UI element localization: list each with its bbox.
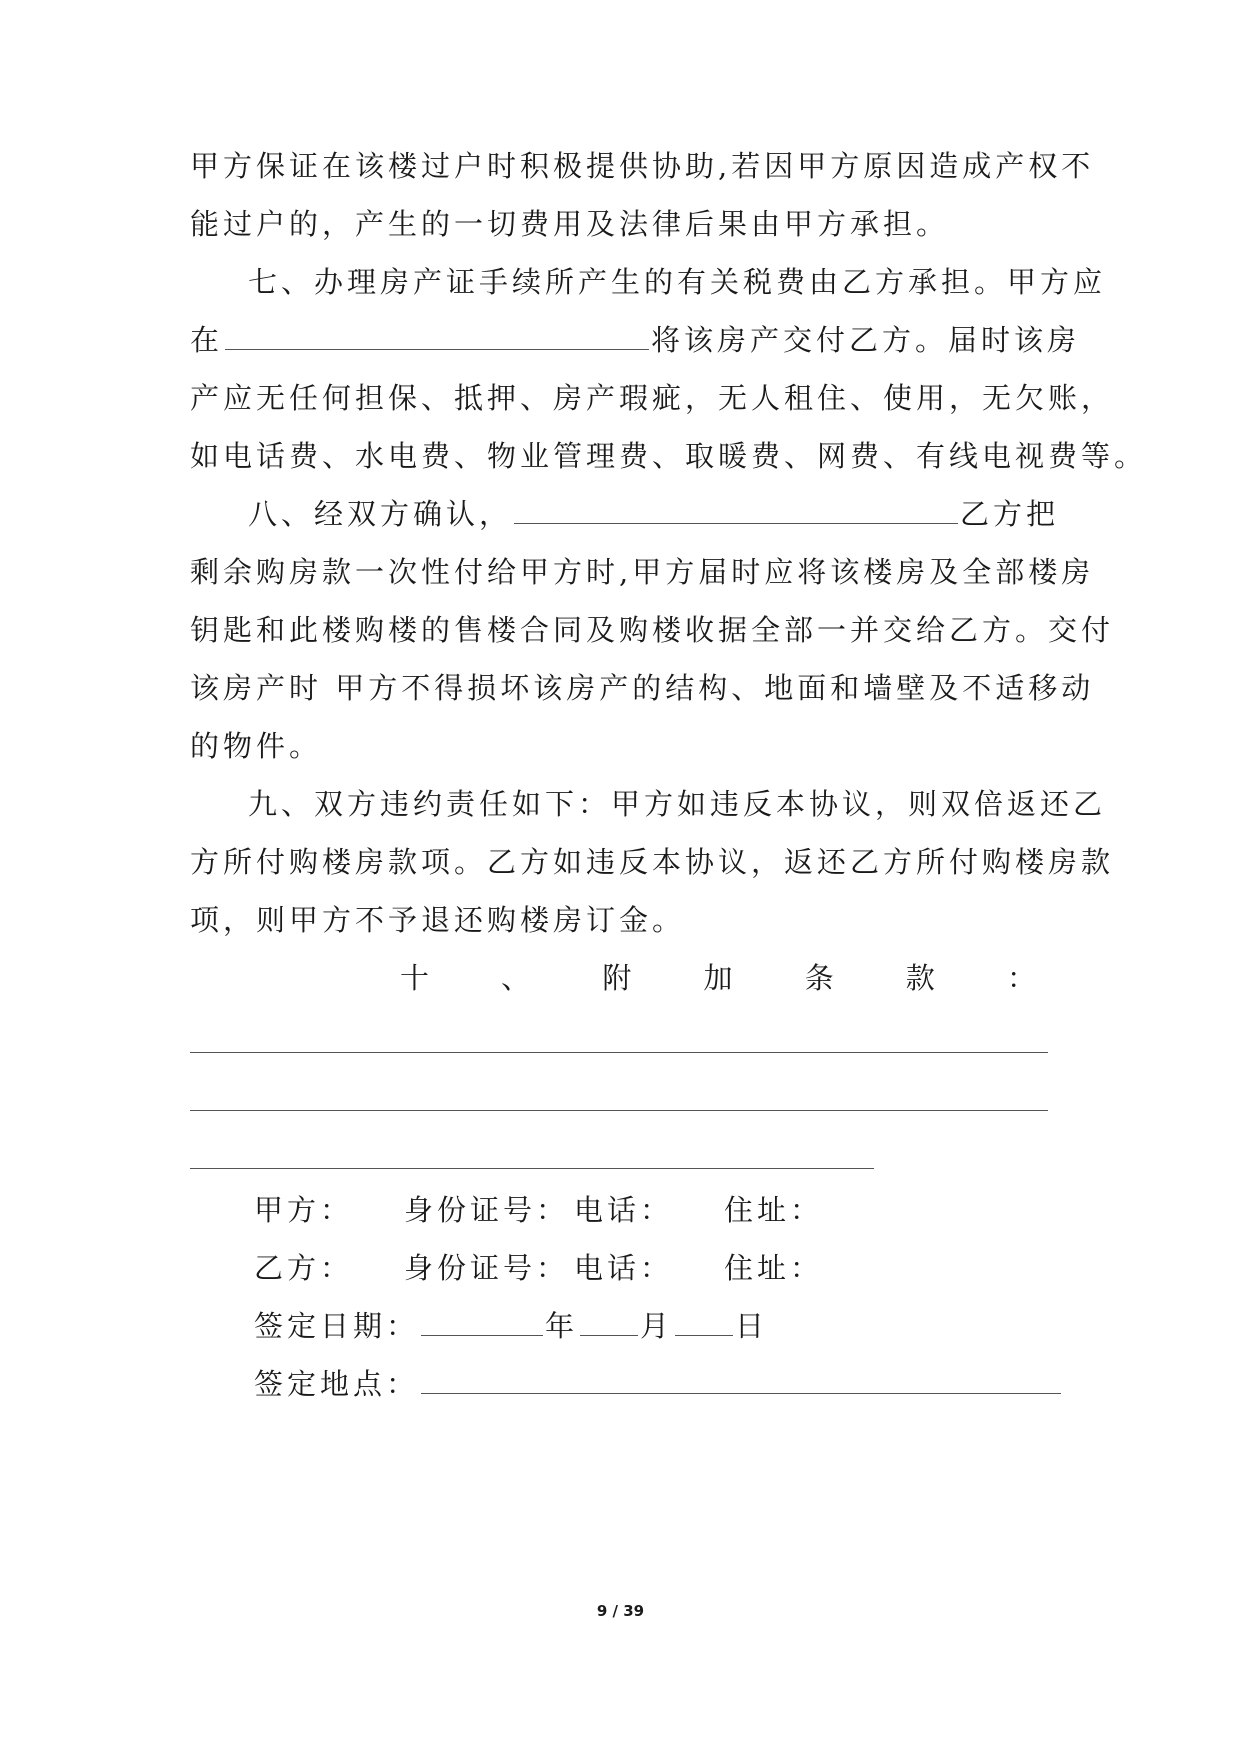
signing-date-label: 签定日期： <box>254 1309 420 1343</box>
signing-date-row <box>254 1308 768 1344</box>
signature-row-party-b <box>254 1250 823 1286</box>
clause-7-line-3: 产应无任何担保、抵押、房产瑕疵，无人租住、使用，无欠账， <box>190 381 1115 415</box>
clause-8-line-1 <box>248 496 1059 532</box>
party-a-id-label: 身份证号： <box>404 1193 570 1227</box>
appendix-heading-char: 、 <box>501 961 535 995</box>
clause-9-line-1: 九、双方违约责任如下：甲方如违反本协议，则双倍返还乙 <box>248 787 1107 821</box>
clause-8-suffix: 乙方把 <box>960 497 1060 531</box>
clause-9-line-3: 项，则甲方不予退还购楼房订金。 <box>190 903 686 937</box>
party-a-phone-label: 电话： <box>574 1193 674 1227</box>
party-b-address-label: 住址： <box>724 1251 824 1285</box>
signature-row-party-a <box>254 1192 823 1228</box>
appendix-heading-char: 款 <box>905 961 939 995</box>
handover-date-blank[interactable] <box>225 327 649 350</box>
month-label: 月 <box>640 1309 674 1343</box>
signing-place-row <box>254 1366 1063 1402</box>
clause-7-prefix: 在 <box>190 323 224 357</box>
appendix-heading-char: 附 <box>602 961 636 995</box>
year-blank[interactable] <box>421 1313 543 1336</box>
appendix-blank-line-2[interactable] <box>190 1110 1048 1111</box>
clause-8-line-3: 钥匙和此楼购楼的售楼合同及购楼收据全部一并交给乙方。交付 <box>190 613 1115 647</box>
clause-7-line-4: 如电话费、水电费、物业管理费、取暖费、网费、有线电视费等。 <box>190 439 1148 473</box>
paragraph-6-line-1: 甲方保证在该楼过户时积极提供协助,若因甲方原因造成产权不 <box>190 149 1095 183</box>
appendix-heading-char: 条 <box>804 961 838 995</box>
appendix-heading-char: 加 <box>703 961 737 995</box>
party-a-address-label: 住址： <box>724 1193 824 1227</box>
clause-8-line-4: 该房产时 甲方不得损坏该房产的结构、地面和墙壁及不适移动 <box>190 671 1095 705</box>
appendix-heading <box>400 960 1040 996</box>
appendix-heading-char: 十 <box>400 961 434 995</box>
appendix-blank-line-1[interactable] <box>190 1052 1048 1053</box>
paragraph-6-line-2: 能过户的，产生的一切费用及法律后果由甲方承担。 <box>190 207 950 241</box>
year-label: 年 <box>545 1309 579 1343</box>
appendix-heading-char: ： <box>1006 961 1040 995</box>
appendix-blank-line-3[interactable] <box>190 1168 874 1169</box>
clause-8-prefix: 八、经双方确认， <box>248 497 513 531</box>
clause-7-suffix: 将该房产交付乙方。届时该房 <box>651 323 1081 357</box>
party-a-label: 甲方： <box>254 1193 354 1227</box>
signing-place-blank[interactable] <box>421 1371 1061 1394</box>
clause-7-line-2 <box>190 322 1080 358</box>
confirmation-blank[interactable] <box>514 501 958 524</box>
signing-place-label: 签定地点： <box>254 1367 420 1401</box>
page-number: 9 / 39 <box>596 1602 645 1620</box>
party-b-id-label: 身份证号： <box>404 1251 570 1285</box>
month-blank[interactable] <box>580 1313 638 1336</box>
day-label: 日 <box>735 1309 769 1343</box>
clause-9-line-2: 方所付购楼房款项。乙方如违反本协议，返还乙方所付购楼房款 <box>190 845 1115 879</box>
clause-7-line-1: 七、办理房产证手续所产生的有关税费由乙方承担。甲方应 <box>248 265 1107 299</box>
party-b-phone-label: 电话： <box>574 1251 674 1285</box>
clause-8-line-5: 的物件。 <box>190 729 323 763</box>
party-b-label: 乙方： <box>254 1251 354 1285</box>
day-blank[interactable] <box>675 1313 733 1336</box>
clause-8-line-2: 剩余购房款一次性付给甲方时,甲方届时应将该楼房及全部楼房 <box>190 555 1095 589</box>
